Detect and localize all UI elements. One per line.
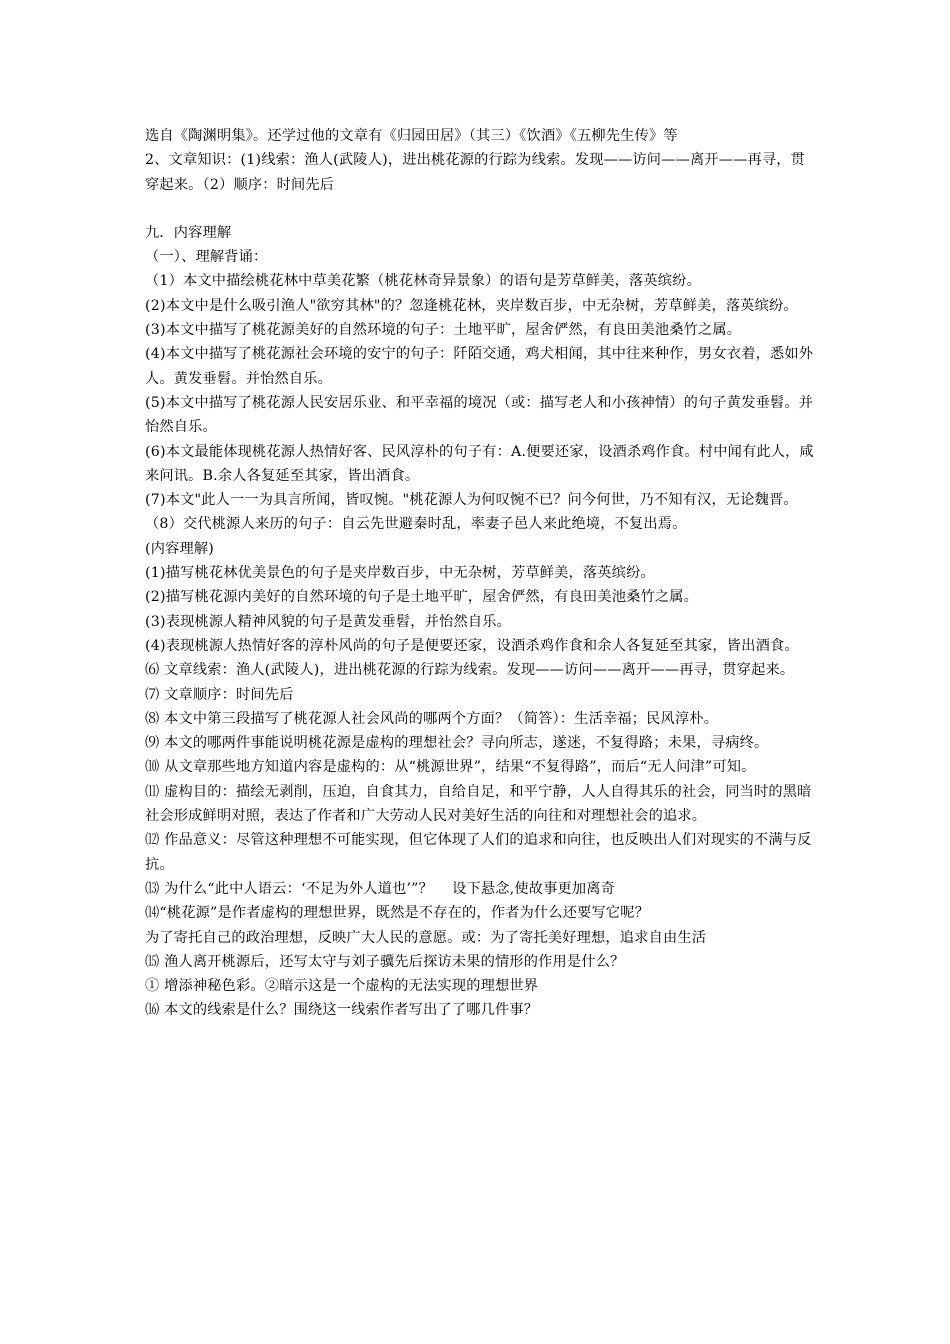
sub-title: （一）、理解背诵： (145, 249, 268, 266)
intro-line: 选自《陶渊明集》。还学过他的文章有《归园田居》（其三）《饮酒》《五柳先生传》等 (145, 128, 678, 144)
content-item: ⒃ 本文的线索是什么？围绕这一线索作者写出了了哪几件事？ (145, 1002, 539, 1019)
blank-line (145, 197, 815, 221)
content-item: ⑾ 虚构目的：描绘无剥削，压迫，自食其力，自给自足，和平宁静，人人自得其乐的社会，同当时的黑暗社会形成鲜明对照，表达了作者和广大劳动人民对美好生活的向往和对理想社会的追求。 (145, 783, 812, 825)
content-item: (1)描写桃花林优美景色的句子是夹岸数百步，中无杂树，芳草鲜美，落英缤纷。 (145, 565, 655, 582)
recite-item: (4)本文中描写了桃花源社会环境的安宁的句子：阡陌交通，鸡犬相闻，其中往来种作，男女衣着，悉如外人。黄发垂髫。并怡然自乐。 (145, 346, 814, 387)
content-item: (4)表现桃源人热情好客的淳朴风尚的句子是便要还家，设酒杀鸡作食和余人各复延至其家，皆出酒食。 (145, 637, 799, 654)
content-item: ⑺ 文章顺序：时间先后 (145, 686, 294, 703)
recite-item: (5)本文中描写了桃花源人民安居乐业、和平幸福的境况（或：描写老人和小孩神情）的句子黄发垂髫。并怡然自乐。 (145, 394, 814, 436)
intro-line: 2、文章知识：(1)线索：渔人(武陵人)，进出桃花源的行踪为线索。发现——访问——离开——再寻，贯穿起来。（2）顺序：时间先后 (145, 152, 806, 193)
section-title: 九．内容理解 (145, 224, 232, 241)
content-item: ⑹ 文章线索：渔人(武陵人)，进出桃花源的行踪为线索。发现——访问——离开——再寻，贯穿起来。 (145, 662, 795, 679)
recite-item: （1）本文中描绘桃花林中草美花繁（桃花林奇异景象）的语句是芳草鲜美，落英缤纷。 (145, 273, 701, 290)
content-item: ⒂ 渔人离开桃源后，还写太守与刘子骥先后探访未果的情形的作用是什么？ (145, 953, 625, 970)
document-body (145, 124, 815, 1023)
recite-item: （8）交代桃源人来历的句子：自云先世避秦时乱，率妻子邑人来此绝境，不复出焉。 (145, 516, 687, 533)
content-item: (3)表现桃源人精神风貌的句子是黄发垂髫，并怡然自乐。 (145, 613, 511, 630)
recite-item: (2)本文中是什么吸引渔人"欲穷其林"的？忽逢桃花林，夹岸数百步，中无杂树，芳草鲜美，落英缤纷。 (145, 297, 798, 314)
content-item: ⒀ 为什么“此中人语云：‘不足为外人道也’”？ 设下悬念,使故事更加离奇 (145, 880, 616, 897)
content-item: ⑼ 本文的哪两件事能说明桃花源是虚构的理想社会？寻向所志，遂迷，不复得路；未果，寻病终。 (145, 735, 769, 752)
content-title: (内容理解) (145, 540, 215, 557)
recite-item: (6)本文最能体现桃花源人热情好客、民风淳朴的句子有：A.便要还家，设酒杀鸡作食。村中闻有此人，咸来问讯。B.余人各复延至其家，皆出酒食。 (145, 443, 814, 484)
recite-item: (7)本文"此人一一为具言所闻，皆叹惋。"桃花源人为何叹惋不已？问今何世，乃不知有汉，无论魏晋。 (145, 492, 798, 509)
recite-item: (3)本文中描写了桃花源美好的自然环境的句子：土地平旷，屋舍俨然，有良田美池桑竹之属。 (145, 322, 742, 339)
content-item: ⑻ 本文中第三段描写了桃花源人社会风尚的哪两个方面？（简答）：生活幸福；民风淳朴。 (145, 710, 719, 727)
content-item: ⒁“桃花源”是作者虚构的理想世界，既然是不存在的，作者为什么还要写它呢？ (145, 905, 650, 922)
content-item: ① 增添神秘色彩。②暗示这是一个虚构的无法实现的理想世界 (145, 978, 539, 995)
content-item: ⑽ 从文章那些地方知道内容是虚构的：从“桃源世界”，结果“不复得路”，而后“无人问津”可知。 (145, 759, 756, 776)
content-item: ⑿ 作品意义：尽管这种理想不可能实现，但它体现了人们的追求和向往，也反映出人们对现实的不满与反抗。 (145, 832, 812, 873)
content-item: (2)描写桃花源内美好的自然环境的句子是土地平旷，屋舍俨然，有良田美池桑竹之属。 (145, 589, 699, 606)
content-item: 为了寄托自己的政治理想，反映广大人民的意愿。或：为了寄托美好理想，追求自由生活 (145, 929, 707, 946)
